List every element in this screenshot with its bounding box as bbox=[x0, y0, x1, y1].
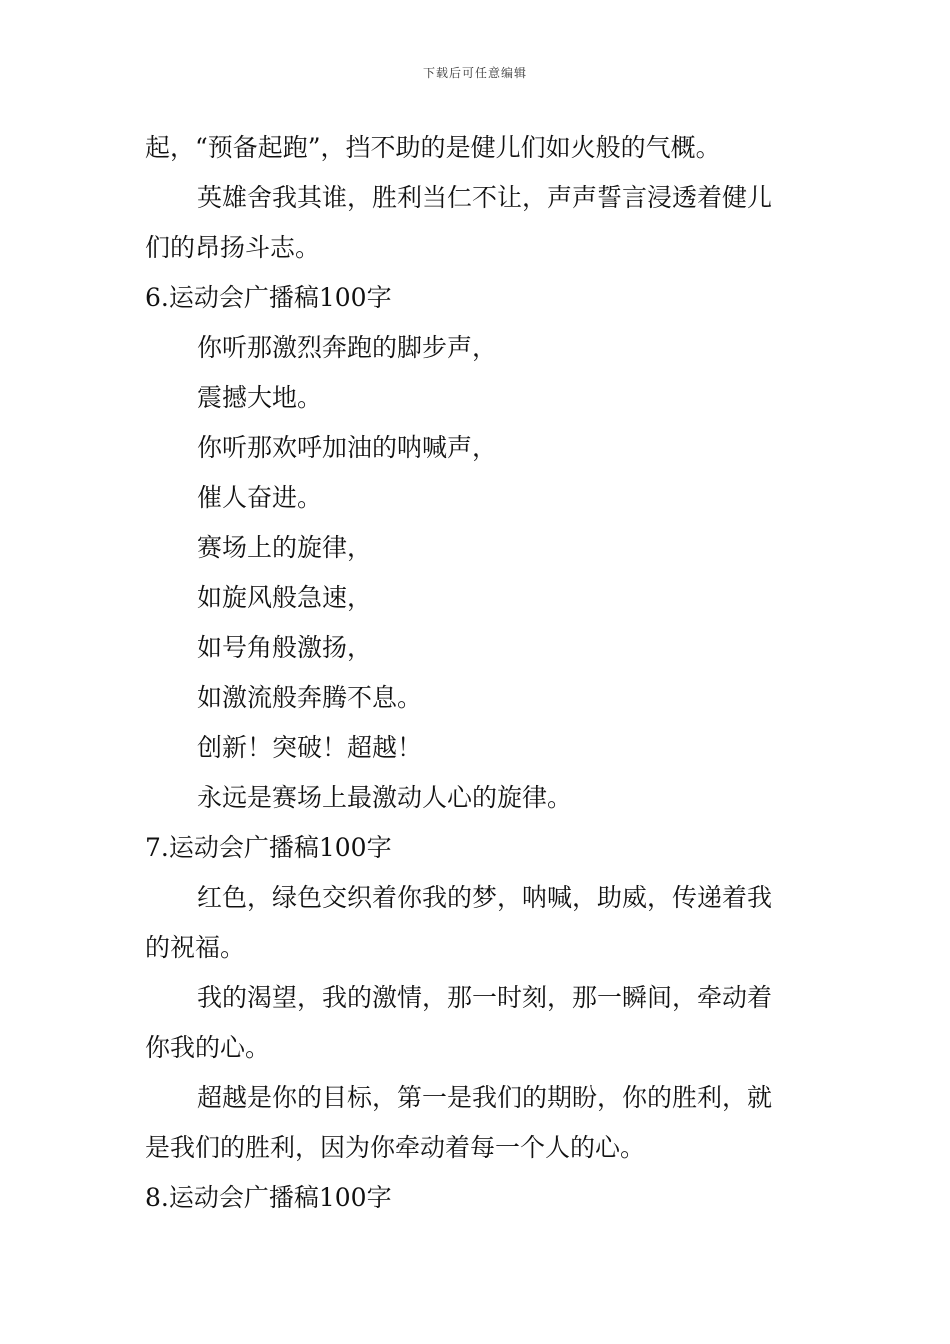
text-line: 你听那激烈奔跑的脚步声， bbox=[197, 333, 498, 362]
text-line: 创新！突破！超越！ bbox=[197, 733, 423, 762]
text-line: 你我的心。 bbox=[145, 1033, 271, 1062]
text-line: 如号角般激扬， bbox=[197, 633, 373, 662]
text-line: 永远是赛场上最激动人心的旋律。 bbox=[197, 783, 573, 812]
document-body bbox=[145, 123, 807, 1223]
text-line: 催人奋进。 bbox=[197, 483, 323, 512]
text-line: 的祝福。 bbox=[145, 933, 246, 962]
section-heading: 7.运动会广播稿100字 bbox=[145, 833, 392, 862]
text-line: 我的渴望，我的激情，那一时刻，那一瞬间，牵动着 bbox=[197, 983, 773, 1012]
text-line: 们的昂扬斗志。 bbox=[145, 233, 321, 262]
text-line: 如旋风般急速， bbox=[197, 583, 373, 612]
text-line: 英雄舍我其谁，胜利当仁不让，声声誓言浸透着健儿 bbox=[197, 183, 773, 212]
text-line: 起，“预备起跑”，挡不助的是健儿们如火般的气概。 bbox=[145, 133, 721, 162]
text-line: 如激流般奔腾不息。 bbox=[197, 683, 423, 712]
text-line: 震撼大地。 bbox=[197, 383, 323, 412]
text-line: 你听那欢呼加油的呐喊声， bbox=[197, 433, 498, 462]
text-line: 红色，绿色交织着你我的梦，呐喊，助威，传递着我 bbox=[197, 883, 773, 912]
text-line: 赛场上的旋律， bbox=[197, 533, 373, 562]
text-line: 超越是你的目标，第一是我们的期盼，你的胜利，就 bbox=[197, 1083, 773, 1112]
section-heading: 8.运动会广播稿100字 bbox=[145, 1183, 392, 1212]
text-line: 是我们的胜利，因为你牵动着每一个人的心。 bbox=[145, 1133, 646, 1162]
section-heading: 6.运动会广播稿100字 bbox=[145, 283, 392, 312]
page-header: 下载后可任意编辑 bbox=[422, 66, 527, 80]
